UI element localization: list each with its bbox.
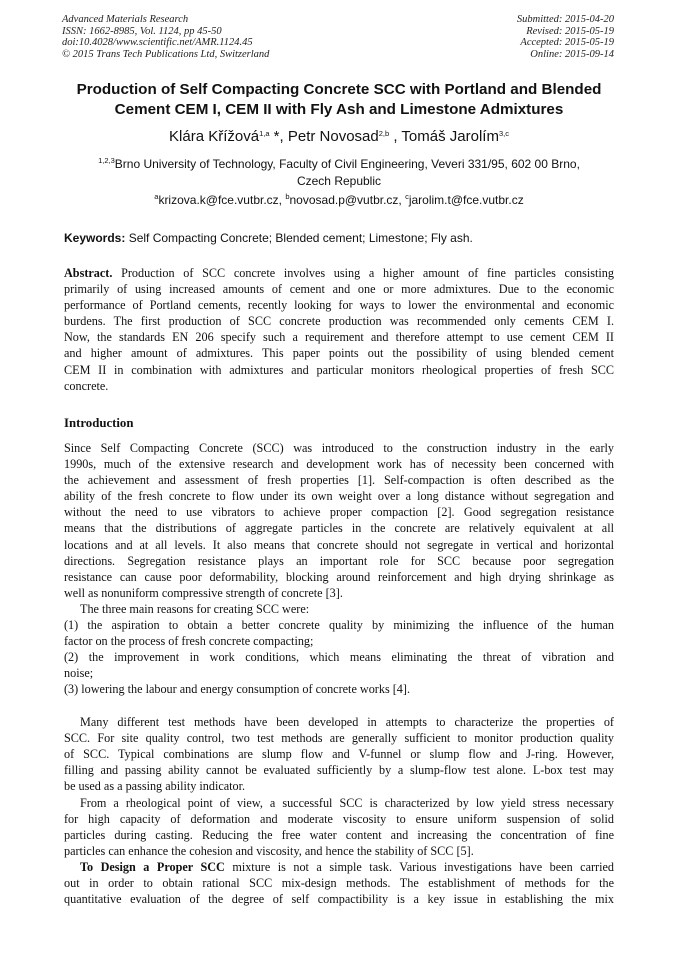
author-affiliation-mark: 2,b: [378, 129, 390, 138]
text-line: resistance can cause poor deformability, blocking around reinforcement and high drying shrinkage as: [64, 569, 614, 584]
keywords: [64, 230, 614, 246]
text-line: well as nonuniform compressive strength of concrete [3].: [64, 585, 343, 600]
author-affiliation-mark: 3,c: [498, 129, 509, 138]
text-line: out in order to obtain rational SCC mix-design methods. The establishment of methods for the: [64, 876, 614, 891]
date-accepted: Accepted: 2015-05-19: [520, 37, 614, 48]
email-link[interactable]: novosad.p@vutbr.cz,: [289, 193, 406, 207]
author-name: Petr Novosad: [287, 128, 379, 145]
email-mark: c: [405, 192, 409, 201]
date-online: Online: 2015-09-14: [530, 48, 614, 60]
date-submitted: Submitted: 2015-04-20: [516, 14, 614, 25]
body-paragraph: [64, 795, 614, 859]
text-line: From a rheological point of view, a successful SCC is characterized by low yield stress necessary: [80, 796, 614, 810]
text-line: be used as a passing ability indicator.: [64, 779, 246, 794]
text-line: SCC. For site quality control, two test methods are generally sufficient to monitor production quality: [64, 731, 614, 746]
journal-doi: doi:10.4028/www.scientific.net/AMR.1124.45: [62, 37, 253, 48]
abstract-line: Now, the standards EN 206 specify such a requirement and therefore attempt to use cement CEM II: [64, 330, 614, 345]
paper-title: [40, 80, 638, 120]
date-revised: Revised: 2015-05-19: [526, 25, 614, 37]
reasons-list: [64, 601, 614, 698]
corresponding-mark: *,: [269, 128, 288, 145]
text-line: means that the distributions of aggregate particles in the concrete are relatively equivalent at all: [64, 521, 614, 536]
title-line: Cement CEM I, CEM II with Fly Ash and Limestone Admixtures: [114, 101, 564, 118]
text-line: Since Self Compacting Concrete (SCC) was introduced to the construction industry in the early: [64, 441, 614, 455]
text-line: The three main reasons for creating SCC were:: [80, 602, 310, 616]
text-line: particles can enhance the cohesion and viscosity, and hence the stability of SCC [5].: [64, 844, 474, 859]
email-link[interactable]: krizova.k@fce.vutbr.cz,: [158, 193, 286, 207]
abstract-line: burdens. The first production of SCC concrete production was recommended only cements CEM I.: [64, 314, 614, 329]
abstract-line: performance of Portland cements, recently looking for ways to lower the environmental and economic: [64, 298, 614, 313]
body-paragraph: [64, 859, 614, 907]
journal-copyright: © 2015 Trans Tech Publications Ltd, Switzerland: [62, 48, 270, 60]
affiliation: [60, 156, 618, 190]
text-line: of SCC. Typical combinations are slump flow and V-funnel or slump flow and J-ring. However,: [64, 747, 614, 762]
author-emails: [0, 192, 678, 208]
abstract-line: CEM II in combination with admixtures and particular monitors rheological properties of fresh SCC: [64, 362, 614, 377]
journal-issn: ISSN: 1662-8985, Vol. 1124, pp 45-50: [62, 25, 222, 37]
list-item: (1) the aspiration to obtain a better concrete quality by minimizing the influence of the human: [64, 618, 614, 633]
list-item: factor on the process of fresh concrete compacting;: [64, 634, 314, 649]
affiliation-mark: 1,2,3: [98, 156, 115, 165]
list-item: noise;: [64, 666, 94, 681]
intro-paragraph: [64, 440, 614, 601]
abstract-line: primarily of using increased amounts of cement and one or more admixtures. Due to the economic: [64, 282, 614, 297]
run-in-heading: To Design a Proper SCC: [80, 860, 225, 874]
email-mark: b: [285, 192, 290, 201]
text-line: 1990s, much of the extensive research and development work has of necessity been concerned with: [64, 457, 614, 472]
title-line: Production of Self Compacting Concrete SCC with Portland and Blended: [76, 81, 602, 98]
keywords-label: Keywords:: [64, 231, 126, 245]
email-mark: a: [154, 192, 159, 201]
keywords-text: Self Compacting Concrete; Blended cement; Limestone; Fly ash.: [125, 231, 473, 245]
abstract-text: Production of SCC concrete involves using a higher amount of fine particles consisting: [112, 266, 614, 280]
author-name: Klára Křížová: [169, 128, 260, 145]
text-line: for high capacity of deformation and moderate viscosity to ensure uniform suspension of solid: [64, 812, 614, 827]
abstract-label: Abstract.: [64, 266, 113, 280]
text-line: the achievement and assessment of fresh properties [1]. Self-compaction is often described as the: [64, 473, 614, 488]
journal-header: [62, 14, 269, 60]
journal-name: Advanced Materials Research: [62, 14, 189, 25]
text-line: locations and at all levels. It also means that concrete should not segregate in vertical and horizontal: [64, 537, 614, 552]
affiliation-line: Brno University of Technology, Faculty of Civil Engineering, Veveri 331/95, 602 00 Brno,: [114, 157, 580, 171]
text-line: quantitative evaluation of the degree of self compactibility is a key issue in establishing the mix: [64, 892, 614, 907]
abstract-line: concrete.: [64, 378, 109, 393]
dates-header: [517, 14, 614, 60]
list-item: (2) the improvement in work conditions, which means eliminating the threat of vibration and: [64, 650, 614, 665]
text-line: ability of the fresh concrete to flow under its own weight over a long distance without segregation and: [64, 489, 614, 504]
text-line: without the need to use vibrators to achieve proper compaction [2]. Good segregation resistance: [64, 505, 614, 520]
text-line: [64, 859, 614, 875]
author-separator: ,: [389, 128, 402, 145]
list-item: (3) lowering the labour and energy consumption of concrete works [4].: [64, 682, 410, 697]
text-line: directions. Segregation resistance plays an important role for SCC because poor segregation: [64, 553, 614, 568]
abstract-line: and higher amount of admixtures. This paper points out the possibility of using blended cement: [64, 346, 614, 361]
text-line: filling and passing ability cannot be evaluated sufficiently by a slump-flow test alone. L-box test may: [64, 763, 614, 778]
text-run: mixture is not a simple task. Various investigations have been carried: [224, 860, 614, 874]
author-list: [0, 127, 678, 146]
abstract: [64, 265, 614, 394]
author-affiliation-mark: 1,a: [259, 129, 270, 138]
author-name: Tomáš Jarolím: [401, 128, 499, 145]
email-link[interactable]: jarolim.t@fce.vutbr.cz: [408, 193, 524, 207]
text-line: Many different test methods have been developed in attempts to characterize the properties of: [80, 715, 614, 729]
body-paragraph: [64, 714, 614, 794]
text-line: particles during casting. Reducing the free water content and increasing the concentration of fine: [64, 828, 614, 843]
abstract-line: [64, 265, 614, 281]
affiliation-line: Czech Republic: [296, 174, 382, 188]
section-heading: Introduction: [64, 416, 134, 430]
